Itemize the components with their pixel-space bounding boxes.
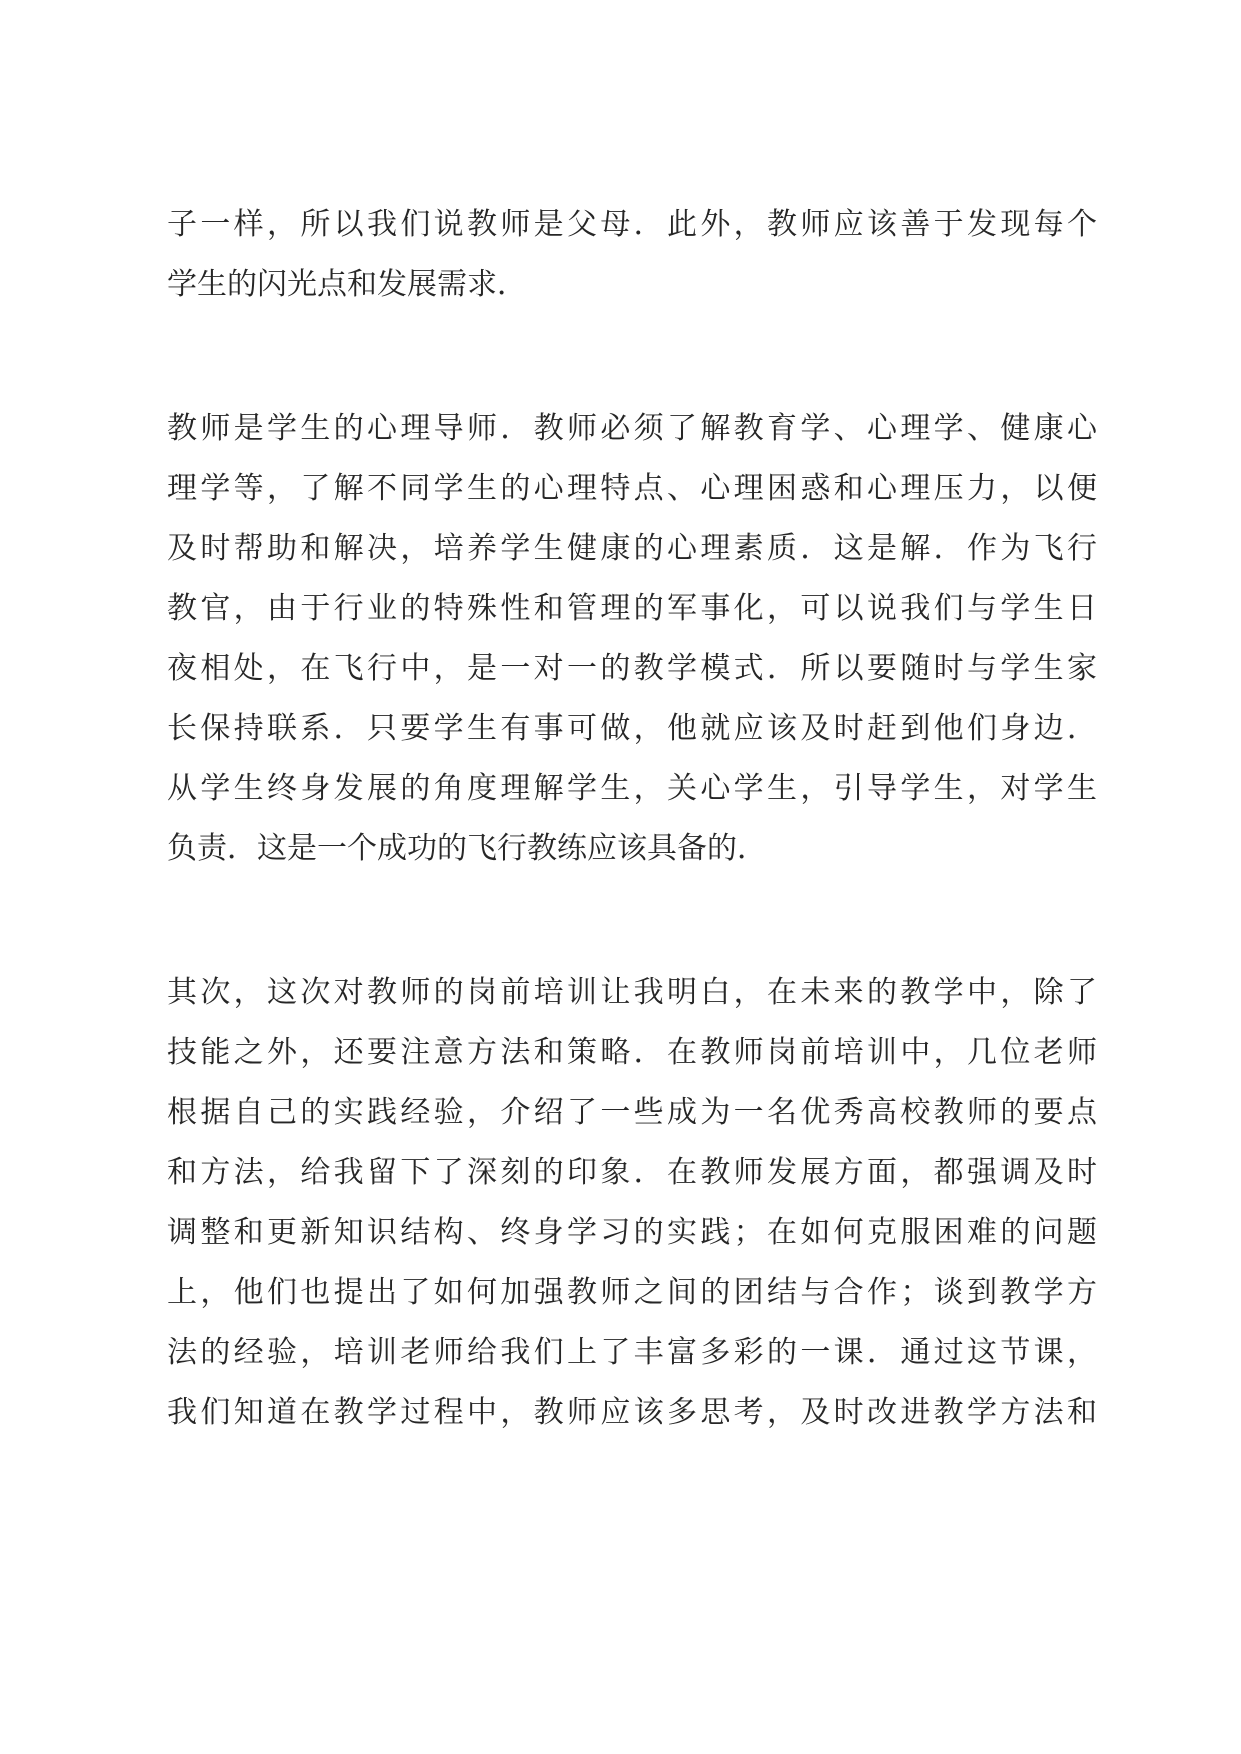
paragraph-line: 教师是学生的心理导师．教师必须了解教育学、心理学、健康心 bbox=[167, 411, 1097, 446]
paragraph-2 bbox=[167, 399, 1097, 879]
paragraph-line: 及时帮助和解决，培养学生健康的心理素质．这是解．作为飞行 bbox=[167, 531, 1097, 566]
paragraph-3 bbox=[167, 963, 1097, 1443]
paragraph-line: 学生的闪光点和发展需求． bbox=[167, 267, 527, 302]
paragraph-line: 负责．这是一个成功的飞行教练应该具备的． bbox=[167, 831, 767, 866]
paragraph-line: 从学生终身发展的角度理解学生，关心学生，引导学生，对学生 bbox=[167, 771, 1097, 806]
paragraph-line: 夜相处，在飞行中，是一对一的教学模式．所以要随时与学生家 bbox=[167, 651, 1097, 686]
paragraph-line: 长保持联系．只要学生有事可做，他就应该及时赶到他们身边． bbox=[167, 711, 1097, 746]
paragraph-line: 其次，这次对教师的岗前培训让我明白，在未来的教学中，除了 bbox=[167, 975, 1097, 1010]
paragraph-line: 根据自己的实践经验，介绍了一些成为一名优秀高校教师的要点 bbox=[167, 1095, 1097, 1130]
paragraph-line: 子一样，所以我们说教师是父母．此外，教师应该善于发现每个 bbox=[167, 207, 1097, 242]
paragraph-line: 上，他们也提出了如何加强教师之间的团结与合作；谈到教学方 bbox=[167, 1275, 1097, 1310]
paragraph-line: 教官，由于行业的特殊性和管理的军事化，可以说我们与学生日 bbox=[167, 591, 1097, 626]
paragraph-line: 理学等，了解不同学生的心理特点、心理困惑和心理压力，以便 bbox=[167, 471, 1097, 506]
paragraph-line: 和方法，给我留下了深刻的印象．在教师发展方面，都强调及时 bbox=[167, 1155, 1097, 1190]
paragraph-1 bbox=[167, 195, 1097, 315]
paragraph-line: 法的经验，培训老师给我们上了丰富多彩的一课．通过这节课， bbox=[167, 1335, 1097, 1370]
paragraph-line: 调整和更新知识结构、终身学习的实践；在如何克服困难的问题 bbox=[167, 1215, 1097, 1250]
paragraph-line: 技能之外，还要注意方法和策略．在教师岗前培训中，几位老师 bbox=[167, 1035, 1097, 1070]
paragraph-line: 我们知道在教学过程中，教师应该多思考，及时改进教学方法和 bbox=[167, 1395, 1097, 1430]
